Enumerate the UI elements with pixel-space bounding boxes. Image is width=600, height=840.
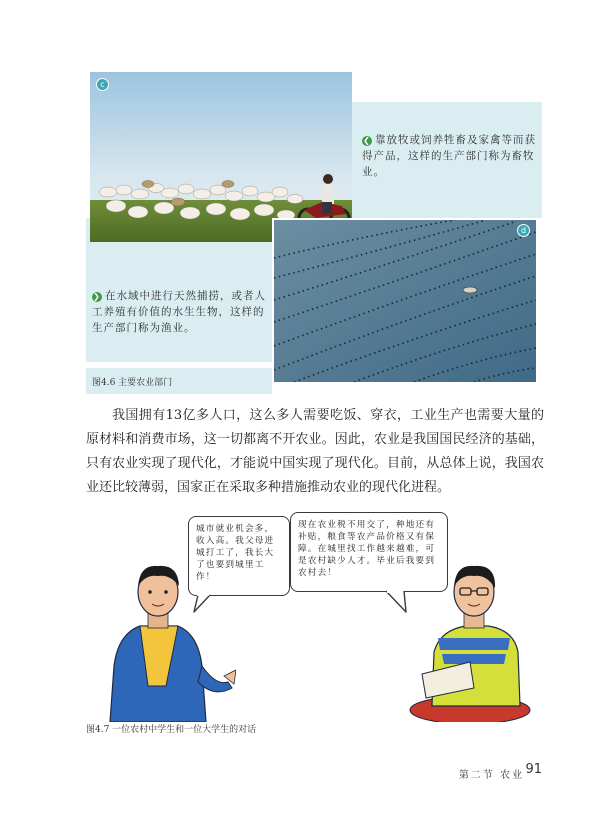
arrow-left-icon: ❮ [363, 136, 371, 145]
fishery-description-text: 在水域中进行天然捕捞，或者人工养殖有价值的水生生物，这样的生产部门称为渔业。 [92, 290, 266, 334]
photo-label-c-badge: c [96, 78, 109, 91]
footer-section-title: 第二节 农业 [458, 770, 524, 781]
livestock-description [362, 132, 538, 180]
rural-student-illustration [86, 536, 236, 722]
photo-label-d-badge: d [517, 224, 530, 237]
figure-4-6-caption: 图4.6 主要农业部门 [92, 378, 173, 388]
page-number: 91 [525, 762, 542, 777]
speech-bubble-rural-student-text: 城市就业机会多，收入高。我父母进城打工了，我长大了也要到城里工作！ [196, 524, 275, 582]
body-paragraph: 我国拥有13亿多人口，这么多人需要吃饭、穿衣，工业生产也需要大量的原材料和消费市场，这一切都离不开农业。因此，农业是我国国民经济的基础，只有农业实现了现代化，才能说中国实现了现代化。目前，从总体上说，我国农业还比较薄弱，国家正在采取多种措施推动农业的现代化进程。 [86, 408, 544, 495]
fishery-photo [272, 218, 538, 384]
fishery-description [92, 288, 268, 336]
figure-4-7-caption: 图4.7 一位农村中学生和一位大学生的对话 [86, 725, 257, 735]
arrow-right-icon: ❯ [93, 292, 101, 301]
speech-bubble-college-student-text: 现在农业税不用交了，种地还有补贴，粮食等农产品价格又有保障。在城里找工作越来越难，可是农村缺少人才。毕业后我要到农村去！ [298, 520, 436, 578]
figure-4-7 [86, 508, 542, 740]
figure-4-6 [86, 72, 542, 398]
college-student-illustration [392, 542, 542, 722]
herding-photo [90, 72, 352, 242]
livestock-description-text: 靠放牧或饲养牲畜及家禽等而获得产品，这样的生产部门称为畜牧业。 [362, 134, 536, 178]
